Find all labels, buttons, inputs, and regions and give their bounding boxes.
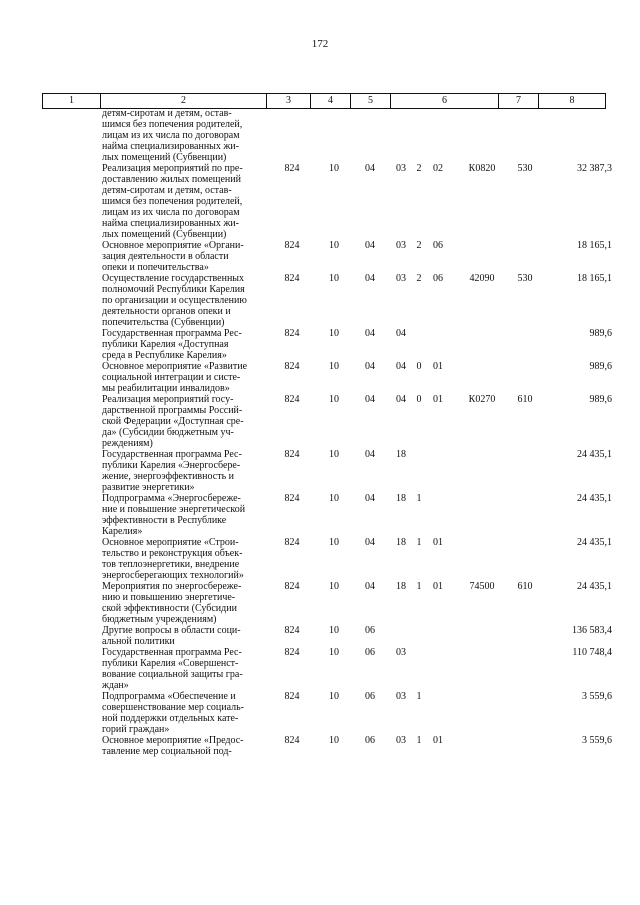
row-name: Подпрограмма «Обеспечение и совершенствование мер социаль- ной поддержки отдельных кате- горий граждан» xyxy=(102,691,244,735)
col3-value: 824 xyxy=(284,691,300,702)
col6-activity: 01 xyxy=(433,537,443,548)
col7-value: 530 xyxy=(517,163,533,174)
col8-amount: 18 165,1 xyxy=(577,273,612,284)
col6-direction: К0270 xyxy=(468,394,496,405)
col6-program: 03 xyxy=(396,240,406,251)
col3-value: 824 xyxy=(284,328,300,339)
col6-activity: 06 xyxy=(433,240,443,251)
col8-amount: 32 387,3 xyxy=(577,163,612,174)
col6-program: 18 xyxy=(396,493,406,504)
col4-value: 10 xyxy=(329,647,339,658)
row-name: Государственная программа Рес- публики Карелия «Совершенст- вование социальной защиты гра- ждан» xyxy=(102,647,243,691)
col6-subprogram: 2 xyxy=(416,273,422,284)
col3-value: 824 xyxy=(284,273,300,284)
table-row xyxy=(0,108,640,163)
row-name: Подпрограмма «Энергосбереже- ние и повышение энергетической эффективности в Республике Карелия» xyxy=(102,493,246,537)
col4-value: 10 xyxy=(329,735,339,746)
col3-value: 824 xyxy=(284,361,300,372)
col6-program: 03 xyxy=(396,163,406,174)
col4-value: 10 xyxy=(329,328,339,339)
header-cell-5: 5 xyxy=(350,94,390,108)
row-name: Реализация мероприятий по пре- доставлению жилых помещений детям-сиротам и детям, остав- шимся без попечения родителей, лицам из их числа по договорам найма специализированных жи- лых помещений (Субвенции) xyxy=(102,163,243,240)
col7-value: 530 xyxy=(517,273,533,284)
col6-subprogram: 0 xyxy=(416,394,422,405)
header-cell-3: 3 xyxy=(266,94,310,108)
col6-program: 04 xyxy=(396,328,406,339)
col6-program: 18 xyxy=(396,449,406,460)
table-row xyxy=(0,449,640,493)
row-name: Государственная программа Рес- публики Карелия «Доступная среда в Республике Карелия» xyxy=(102,328,242,361)
col3-value: 824 xyxy=(284,581,300,592)
col6-subprogram: 1 xyxy=(416,493,422,504)
table-row xyxy=(0,493,640,537)
col5-value: 04 xyxy=(365,163,375,174)
col3-value: 824 xyxy=(284,163,300,174)
col6-subprogram: 1 xyxy=(416,537,422,548)
col6-direction: 74500 xyxy=(469,581,495,592)
col8-amount: 24 435,1 xyxy=(577,449,612,460)
row-name: Другие вопросы в области соци- альной политики xyxy=(102,625,241,647)
col8-amount: 989,6 xyxy=(589,394,612,405)
row-name: детям-сиротам и детям, остав- шимся без попечения родителей, лицам из их числа по договорам найма специализированных жи- лых помещений (Субвенции) xyxy=(102,108,243,163)
row-name: Основное мероприятие «Предос- тавление мер социальной под- xyxy=(102,735,244,757)
col4-value: 10 xyxy=(329,537,339,548)
col6-direction: 42090 xyxy=(469,273,495,284)
table-row xyxy=(0,647,640,691)
header-cell-6: 6 xyxy=(390,94,498,108)
col8-amount: 3 559,6 xyxy=(582,735,612,746)
col5-value: 06 xyxy=(365,625,375,636)
col3-value: 824 xyxy=(284,493,300,504)
budget-table-body xyxy=(0,108,640,757)
col5-value: 04 xyxy=(365,328,375,339)
col6-program: 04 xyxy=(396,394,406,405)
col5-value: 04 xyxy=(365,581,375,592)
row-name: Государственная программа Рес- публики Карелия «Энергосбере- жение, энергоэффективность и развитие энергетики» xyxy=(102,449,242,493)
col8-amount: 18 165,1 xyxy=(577,240,612,251)
page-number: 172 xyxy=(311,38,329,50)
col3-value: 824 xyxy=(284,449,300,460)
row-name: Основное мероприятие «Органи- зация деятельности в области опеки и попечительства» xyxy=(102,240,244,273)
col3-value: 824 xyxy=(284,735,300,746)
col5-value: 06 xyxy=(365,647,375,658)
col6-program: 04 xyxy=(396,361,406,372)
col6-program: 03 xyxy=(396,735,406,746)
col7-value: 610 xyxy=(517,581,533,592)
col4-value: 10 xyxy=(329,449,339,460)
col4-value: 10 xyxy=(329,581,339,592)
header-cell-7: 7 xyxy=(498,94,538,108)
col6-program: 18 xyxy=(396,581,406,592)
col5-value: 06 xyxy=(365,735,375,746)
col3-value: 824 xyxy=(284,647,300,658)
col5-value: 04 xyxy=(365,361,375,372)
table-row xyxy=(0,240,640,273)
table-row xyxy=(0,537,640,581)
col4-value: 10 xyxy=(329,493,339,504)
col6-program: 03 xyxy=(396,273,406,284)
col5-value: 04 xyxy=(365,394,375,405)
col6-program: 18 xyxy=(396,537,406,548)
col4-value: 10 xyxy=(329,691,339,702)
table-row xyxy=(0,163,640,240)
col6-subprogram: 0 xyxy=(416,361,422,372)
col6-subprogram: 1 xyxy=(416,691,422,702)
col8-amount: 24 435,1 xyxy=(577,537,612,548)
table-row xyxy=(0,361,640,394)
row-name: Мероприятия по энергосбереже- нию и повышению энергетиче- ской эффективности (Субсидии бюджетным учреждениям) xyxy=(102,581,242,625)
col6-program: 03 xyxy=(396,691,406,702)
col4-value: 10 xyxy=(329,273,339,284)
table-row xyxy=(0,328,640,361)
table-row xyxy=(0,691,640,735)
col4-value: 10 xyxy=(329,625,339,636)
col8-amount: 989,6 xyxy=(589,328,612,339)
table-header-row xyxy=(42,93,606,109)
col6-activity: 02 xyxy=(433,163,443,174)
col8-amount: 24 435,1 xyxy=(577,581,612,592)
col8-amount: 136 583,4 xyxy=(572,625,612,636)
col5-value: 04 xyxy=(365,493,375,504)
col6-subprogram: 1 xyxy=(416,735,422,746)
col6-activity: 01 xyxy=(433,581,443,592)
col6-activity: 01 xyxy=(433,361,443,372)
col6-activity: 01 xyxy=(433,394,443,405)
col6-activity: 06 xyxy=(433,273,443,284)
header-cell-4: 4 xyxy=(310,94,350,108)
col5-value: 06 xyxy=(365,691,375,702)
header-cell-8: 8 xyxy=(538,94,606,108)
col3-value: 824 xyxy=(284,240,300,251)
col5-value: 04 xyxy=(365,273,375,284)
col4-value: 10 xyxy=(329,240,339,251)
header-cell-1: 1 xyxy=(42,94,100,108)
table-row xyxy=(0,394,640,449)
row-name: Осуществление государственных полномочий Республики Карелия по организации и осуществлению деятельности органов опеки и попечительства (Субвенции) xyxy=(102,273,247,328)
col6-subprogram: 2 xyxy=(416,163,422,174)
row-name: Основное мероприятие «Развитие социальной интеграции и систе- мы реабилитации инвалидов» xyxy=(102,361,248,394)
col8-amount: 3 559,6 xyxy=(582,691,612,702)
col4-value: 10 xyxy=(329,394,339,405)
table-row xyxy=(0,581,640,625)
col6-subprogram: 2 xyxy=(416,240,422,251)
header-cell-2: 2 xyxy=(100,94,266,108)
col4-value: 10 xyxy=(329,163,339,174)
col5-value: 04 xyxy=(365,240,375,251)
table-row xyxy=(0,625,640,647)
col6-program: 03 xyxy=(396,647,406,658)
col6-direction: К0820 xyxy=(468,163,496,174)
col7-value: 610 xyxy=(517,394,533,405)
col8-amount: 24 435,1 xyxy=(577,493,612,504)
col3-value: 824 xyxy=(284,394,300,405)
table-row xyxy=(0,735,640,757)
col3-value: 824 xyxy=(284,625,300,636)
col4-value: 10 xyxy=(329,361,339,372)
row-name: Основное мероприятие «Строи- тельство и реконструкция объек- тов теплоэнергетики, внедрение энергосберегающих технологий» xyxy=(102,537,244,581)
col8-amount: 989,6 xyxy=(589,361,612,372)
col8-amount: 110 748,4 xyxy=(572,647,612,658)
col6-activity: 01 xyxy=(433,735,443,746)
col6-subprogram: 1 xyxy=(416,581,422,592)
table-row xyxy=(0,273,640,328)
col3-value: 824 xyxy=(284,537,300,548)
col5-value: 04 xyxy=(365,537,375,548)
row-name: Реализация мероприятий госу- дарственной программы Россий- ской Федерации «Доступная сре- да» (Субсидии бюджетным уч- реждениям) xyxy=(102,394,244,449)
col5-value: 04 xyxy=(365,449,375,460)
